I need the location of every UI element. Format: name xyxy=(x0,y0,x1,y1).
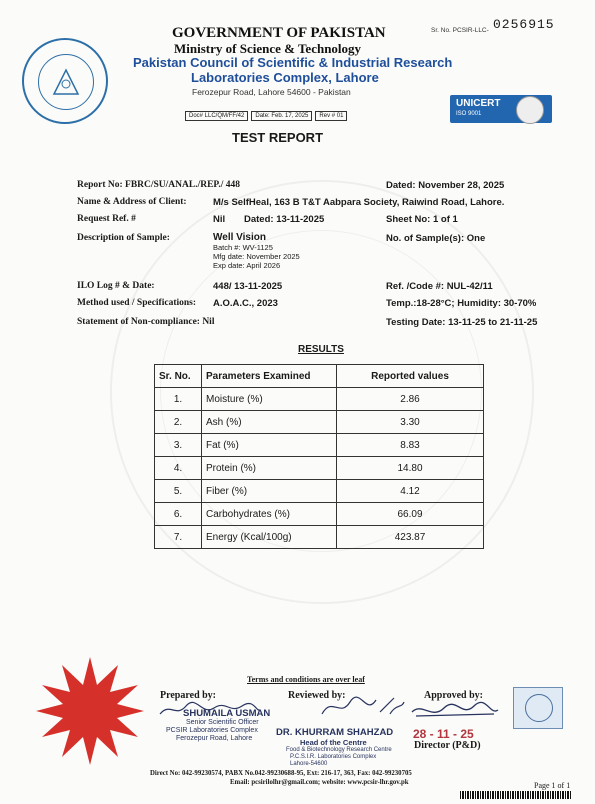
serial-label: Sr. No. PCSIR-LLC- xyxy=(431,27,489,34)
council-title: Pakistan Council of Scientific & Industrial Research xyxy=(133,55,453,70)
row-sr: 5. xyxy=(155,480,202,503)
certification-logo xyxy=(513,687,563,729)
row-value: 14.80 xyxy=(337,457,484,480)
sample-name: Well Vision xyxy=(213,232,266,243)
prepared-name: SHUMAILA USMAN xyxy=(183,708,271,719)
row-value: 423.87 xyxy=(337,526,484,549)
red-seal-starburst-icon xyxy=(34,655,146,767)
report-title: TEST REPORT xyxy=(232,130,324,145)
director-title: Director (P&D) xyxy=(414,740,481,751)
reviewer-org-2: P.C.S.I.R. Laboratories Complex xyxy=(290,754,377,760)
barcode xyxy=(460,791,572,799)
reviewed-by-label: Reviewed by: xyxy=(288,690,346,701)
unicert-logo-icon xyxy=(516,96,544,124)
reviewer-title: Head of the Centre xyxy=(300,738,367,747)
approved-signature xyxy=(408,700,500,722)
table-row xyxy=(155,434,484,457)
client-value: M/s SelfHeal, 163 B T&T Aabpara Society, Raiwind Road, Lahore. xyxy=(213,197,505,208)
column-header: Parameters Examined xyxy=(202,365,337,388)
method-label: Method used / Specifications: xyxy=(77,298,197,308)
table-row xyxy=(155,457,484,480)
row-value: 3.30 xyxy=(337,411,484,434)
results-heading: RESULTS xyxy=(298,344,344,355)
batch-number: Batch #: WV-1125 xyxy=(213,243,273,252)
lab-title: Laboratories Complex, Lahore xyxy=(191,70,379,85)
row-parameter: Carbohydrates (%) xyxy=(202,503,337,526)
direct-contact: Direct No: 042-99230574, PABX No.042-99230688-95, Ext: 216-17, 363, Fax: 042-99230705 xyxy=(150,770,412,777)
number-of-samples: No. of Sample(s): One xyxy=(386,233,486,244)
unicert-badge xyxy=(450,95,552,123)
ministry-title: Ministry of Science & Technology xyxy=(174,41,362,56)
iso-label: ISO 9001 xyxy=(456,111,482,117)
prepared-org: PCSIR Laboratories Complex xyxy=(166,727,258,734)
serial-number: 0256915 xyxy=(493,17,555,32)
row-value: 4.12 xyxy=(337,480,484,503)
ilo-label: ILO Log # & Date: xyxy=(77,281,155,291)
report-number: Report No: FBRC/SU/ANAL./REP./ 448 xyxy=(77,180,240,190)
row-parameter: Fiber (%) xyxy=(202,480,337,503)
request-label: Request Ref. # xyxy=(77,214,136,224)
sheet-number: Sheet No: 1 of 1 xyxy=(386,214,458,225)
table-row xyxy=(155,503,484,526)
request-date: Dated: 13-11-2025 xyxy=(244,214,325,225)
approved-by-label: Approved by: xyxy=(424,690,483,701)
table-row xyxy=(155,388,484,411)
reviewer-city: Lahore-54600 xyxy=(290,761,328,767)
description-label: Description of Sample: xyxy=(77,233,170,243)
row-sr: 4. xyxy=(155,457,202,480)
column-header: Reported values xyxy=(337,365,484,388)
table-row xyxy=(155,411,484,434)
ilo-value: 448/ 13-11-2025 xyxy=(213,281,283,292)
row-parameter: Fat (%) xyxy=(202,434,337,457)
doc-date: Date: Feb. 17, 2025 xyxy=(251,111,312,121)
temperature-humidity: Temp.:18-28°C; Humidity: 30-70% xyxy=(386,298,537,309)
results-table xyxy=(154,364,484,549)
approved-date: 28 - 11 - 25 xyxy=(413,727,474,741)
doc-control-boxes xyxy=(185,104,350,122)
pcsir-seal-logo xyxy=(22,38,108,124)
row-value: 2.86 xyxy=(337,388,484,411)
reviewed-signature xyxy=(318,694,406,720)
ref-code: Ref. /Code #: NUL-42/11 xyxy=(386,281,493,292)
method-value: A.O.A.C., 2023 xyxy=(213,298,278,309)
mfg-date: Mfg date: November 2025 xyxy=(213,252,300,261)
row-parameter: Protein (%) xyxy=(202,457,337,480)
lab-address: Ferozepur Road, Lahore 54600 - Pakistan xyxy=(192,87,351,97)
reviewer-org: Food & Biotechnology Research Centre xyxy=(286,747,392,753)
report-date: Dated: November 28, 2025 xyxy=(386,180,505,191)
unicert-label: UNICERT xyxy=(456,98,501,109)
row-sr: 3. xyxy=(155,434,202,457)
table-header-row xyxy=(155,365,484,388)
testing-date: Testing Date: 13-11-25 to 21-11-25 xyxy=(386,317,538,328)
reviewer-name: DR. KHURRAM SHAHZAD xyxy=(276,727,394,738)
row-sr: 6. xyxy=(155,503,202,526)
row-sr: 7. xyxy=(155,526,202,549)
doc-number: Doc# LLC/QM/FF/42 xyxy=(185,111,248,121)
prepared-city: Ferozepur Road, Lahore xyxy=(176,735,253,742)
table-row xyxy=(155,526,484,549)
prepared-title: Senior Scientific Officer xyxy=(186,719,259,726)
row-value: 66.09 xyxy=(337,503,484,526)
row-parameter: Ash (%) xyxy=(202,411,337,434)
terms-link: Terms and conditions are over leaf xyxy=(247,675,365,684)
row-parameter: Moisture (%) xyxy=(202,388,337,411)
request-value: Nil xyxy=(213,214,226,225)
row-parameter: Energy (Kcal/100g) xyxy=(202,526,337,549)
table-row xyxy=(155,480,484,503)
gov-title: GOVERNMENT OF PAKISTAN xyxy=(172,25,386,41)
noncompliance-statement: Statement of Non-compliance: Nil xyxy=(77,317,215,327)
page-number: Page 1 of 1 xyxy=(534,781,571,790)
client-label: Name & Address of Client: xyxy=(77,197,187,207)
row-sr: 2. xyxy=(155,411,202,434)
row-sr: 1. xyxy=(155,388,202,411)
doc-rev: Rev # 01 xyxy=(315,111,347,121)
exp-date: Exp date: April 2026 xyxy=(213,261,281,270)
column-header: Sr. No. xyxy=(155,365,202,388)
prepared-by-label: Prepared by: xyxy=(160,690,217,701)
email-website: Email: pcsirilolhr@gmail.com; website: www.pcsir-lhr.gov.pk xyxy=(230,779,409,786)
row-value: 8.83 xyxy=(337,434,484,457)
